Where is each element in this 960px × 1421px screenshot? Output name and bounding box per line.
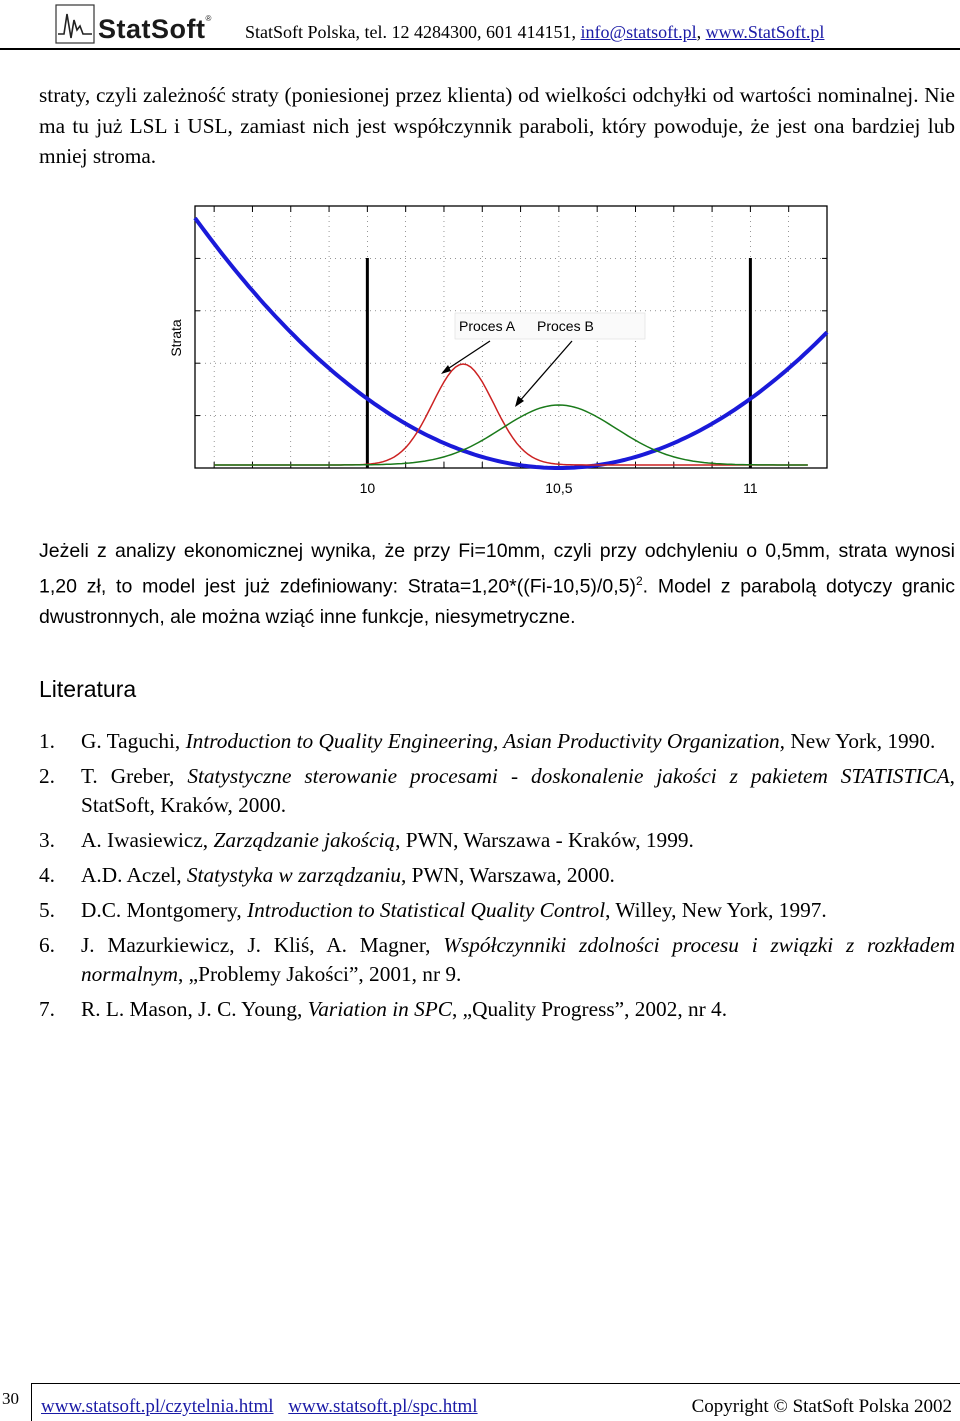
annotation-proces-a: Proces A xyxy=(459,318,516,334)
reference-item: 4. A.D. Aczel, Statystyka w zarządzaniu, PWN, Warszawa, 2000. xyxy=(39,863,615,887)
annotation-proces-b: Proces B xyxy=(537,318,594,334)
copyright-text: Copyright © StatSoft Polska 2002 xyxy=(691,1396,952,1417)
y-axis-label: Strata xyxy=(168,319,184,357)
reference-item: 7. R. L. Mason, J. C. Young, Variation in SPC, „Quality Progress”, 2002, nr 4. xyxy=(39,997,728,1021)
brand-logo-text: StatSoft® xyxy=(98,14,212,44)
email-link[interactable]: info@statsoft.pl xyxy=(580,22,697,42)
x-tick-label: 10,5 xyxy=(545,480,573,496)
statsoft-logo-icon xyxy=(55,4,95,44)
x-tick-label: 11 xyxy=(743,480,758,496)
reference-list xyxy=(39,727,955,1030)
reference-item: 5. D.C. Montgomery, Introduction to Statistical Quality Control, Willey, New York, 1997. xyxy=(39,898,827,922)
x-tick-label: 10 xyxy=(359,480,376,496)
model-paragraph: Jeżeli z analizy ekonomicznej wynika, że przy Fi=10mm, czyli przy odchyleniu o 0,5mm, strata wynosi 1,20 zł, to model jest już zdefiniowany: $Strata=1,20*((Fi-10,5)/0,5)^2$. Model z parabolą dotyczy granic dwustronnych, ale można wziąć inne funkcje, niesymetryczne. xyxy=(39,540,955,628)
reference-item: 6. J. Mazurkiewicz, J. Kliś, A. Magner, Współczynniki zdolności procesu i związki z rozkładem normalnym, „Problemy Jakości”, 2001, nr 9. xyxy=(39,933,955,986)
reference-item: 2. T. Greber, Statystyczne sterowanie procesami - doskonalenie jakości z pakietem STATISTICA, StatSoft, Kraków, 2000. xyxy=(39,764,955,817)
czytelnia-link[interactable]: www.statsoft.pl/czytelnia.html xyxy=(41,1396,274,1417)
intro-paragraph: straty, czyli zależność straty (poniesionej przez klienta) od wielkości odchyłki od wartości nominalnej. Nie ma tu już LSL i USL, zamiast nich jest współczynnik paraboli, który powoduje, że jest ona bardziej lub mniej stroma. xyxy=(39,83,955,168)
reference-item: 3. A. Iwasiewicz, Zarządzanie jakością, PWN, Warszawa - Kraków, 1999. xyxy=(39,828,694,852)
page-header xyxy=(0,0,960,60)
reference-item: 1. G. Taguchi, Introduction to Quality Engineering, Asian Productivity Organization, New York, 1990. xyxy=(39,729,936,753)
header-divider xyxy=(0,48,960,50)
footer-vertical-divider xyxy=(31,1383,32,1421)
taguchi-loss-chart xyxy=(150,200,840,510)
page-number: 30 xyxy=(2,1389,19,1408)
footer-divider xyxy=(31,1383,960,1384)
spc-link[interactable]: www.statsoft.pl/spc.html xyxy=(288,1396,478,1417)
section-title: Literatura xyxy=(39,676,137,702)
header-contact: StatSoft Polska, tel. 12 4284300, 601 414151, info@statsoft.pl, www.StatSoft.pl xyxy=(245,22,825,42)
footer-links xyxy=(41,1396,488,1418)
tick-labels xyxy=(360,480,758,496)
website-link[interactable]: www.StatSoft.pl xyxy=(705,22,825,42)
